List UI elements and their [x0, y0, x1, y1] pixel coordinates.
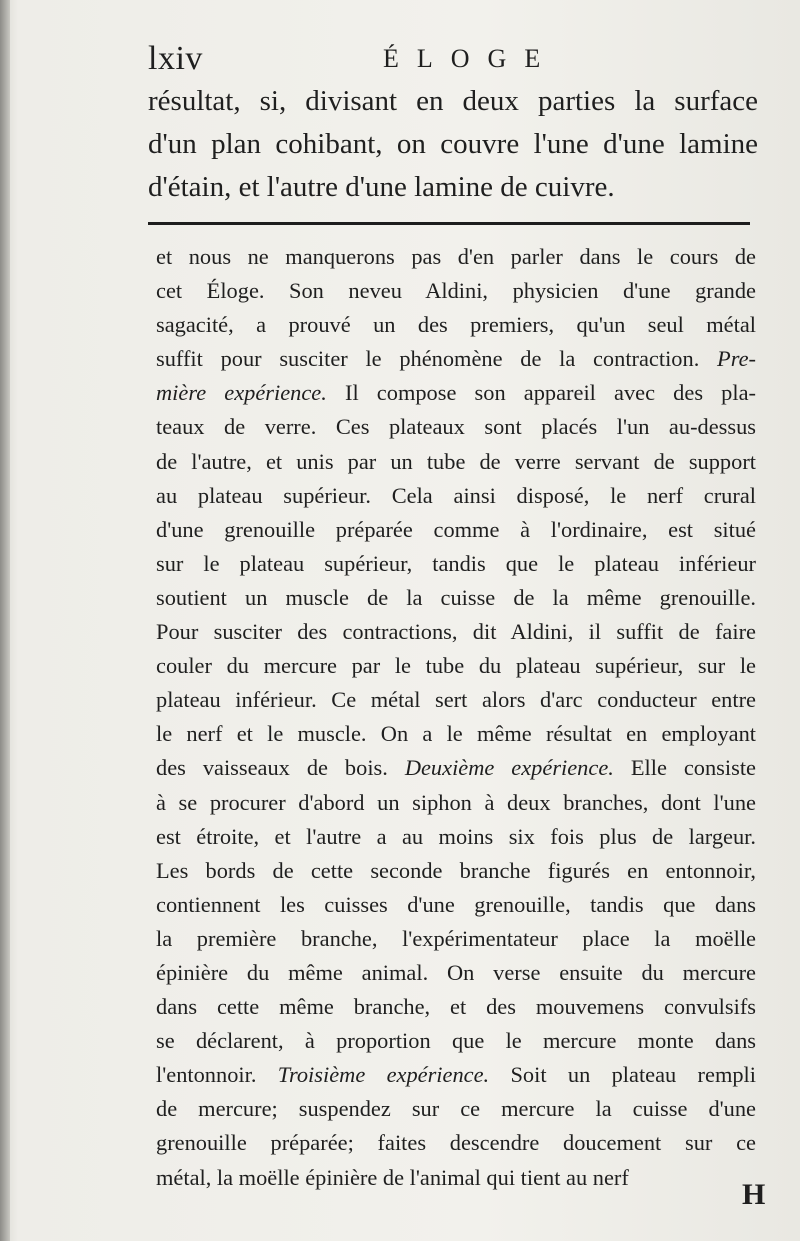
- footnote-text-run: couler du mercure par le tube du plateau supérieur, sur le: [156, 653, 756, 679]
- footnote-text-run: sagacité, a prouvé un des premiers, qu'un seul métal: [156, 312, 756, 338]
- footnote-text-run: Il compose son appareil avec des pla-: [326, 380, 756, 406]
- footnote-line: [156, 479, 756, 513]
- main-text-line: résultat, si, divisant en deux parties la surface: [148, 85, 758, 117]
- footnote-line: [156, 445, 756, 479]
- footnote-line: [156, 547, 756, 581]
- footnote-text-run: cet Éloge. Son neveu Aldini, physicien d'une grande: [156, 278, 756, 304]
- footnote-text-run: au plateau supérieur. Cela ainsi disposé, le nerf crural: [156, 482, 756, 508]
- footnote-line: [156, 1092, 756, 1126]
- footnote-line: [156, 240, 756, 274]
- footnote-italic-run: Pre-: [717, 346, 756, 372]
- footnote-line: [156, 1161, 756, 1195]
- footnote-italic-run: mière expérience.: [156, 380, 327, 406]
- footnote-line: [156, 786, 756, 820]
- footnote-line: [156, 581, 756, 615]
- footnote-text-run: plateau inférieur. Ce métal sert alors d'arc conducteur entre: [156, 687, 756, 713]
- footnote-text-run: Elle consiste: [613, 755, 756, 781]
- footnote-text-run: à se procurer d'abord un siphon à deux branches, dont l'une: [156, 789, 756, 815]
- footnote-text-run: teaux de verre. Ces plateaux sont placés l'un au-dessus: [156, 414, 756, 440]
- footnote-line: [156, 956, 756, 990]
- footnote-line: [156, 1024, 756, 1058]
- footnote-line: [156, 854, 756, 888]
- signature-mark: H: [742, 1178, 766, 1211]
- footnote-text-run: de l'autre, et unis par un tube de verre servant de support: [156, 448, 756, 474]
- footnote-line: [156, 922, 756, 956]
- footnote-line: [156, 308, 756, 342]
- footnote-text-run: l'entonnoir.: [156, 1062, 278, 1088]
- footnote-line: [156, 376, 756, 410]
- footnote-text-run: se déclarent, à proportion que le mercure monte dans: [156, 1028, 756, 1054]
- footnote-text-run: grenouille préparée; faites descendre doucement sur ce: [156, 1130, 756, 1156]
- footnote-text-run: le nerf et le muscle. On a le même résultat en employant: [156, 721, 756, 747]
- footnote-line: [156, 410, 756, 444]
- footnote-line: [156, 820, 756, 854]
- footnote-line: [156, 615, 756, 649]
- page-binding-edge: [0, 0, 10, 1241]
- footnote-text-run: soutient un muscle de la cuisse de la même grenouille.: [156, 584, 756, 610]
- footnote-text-run: Les bords de cette seconde branche figurés en entonnoir,: [156, 857, 756, 883]
- footnote-text-run: dans cette même branche, et des mouvemens convulsifs: [156, 994, 756, 1020]
- footnote-text-run: des vaisseaux de bois.: [156, 755, 405, 781]
- footnote-text-run: et nous ne manquerons pas d'en parler dans le cours de: [156, 244, 756, 269]
- footnote-text-run: sur le plateau supérieur, tandis que le plateau inférieur: [156, 550, 756, 576]
- footnote-text-run: suffit pour susciter le phénomène de la contraction.: [156, 346, 718, 372]
- footnote-text-run: la première branche, l'expérimentateur place la moëlle: [156, 925, 756, 951]
- footnote-text-run: Pour susciter des contractions, dit Aldini, il suffit de faire: [156, 619, 756, 645]
- footnote-italic-run: Deuxième expérience.: [404, 755, 614, 781]
- page-header: [148, 40, 758, 80]
- footnote-italic-run: Troisième expérience.: [277, 1062, 490, 1088]
- running-title: ÉLOGE: [383, 44, 559, 73]
- footnote-block: [156, 240, 756, 1195]
- footnote-line: [156, 274, 756, 308]
- footnote-line: [156, 649, 756, 683]
- footnote-separator-rule: [148, 222, 750, 225]
- footnote-line: [156, 888, 756, 922]
- footnote-line: [156, 717, 756, 751]
- main-text-paragraph: [148, 80, 758, 209]
- footnote-text-run: contiennent les cuisses d'une grenouille, tandis que dans: [156, 891, 756, 917]
- page-number: lxiv: [148, 40, 203, 77]
- footnote-text-run: épinière du même animal. On verse ensuite du mercure: [156, 959, 756, 985]
- footnote-text-run: Soit un plateau rempli: [489, 1062, 756, 1088]
- footnote-line: [156, 1126, 756, 1160]
- footnote-line: [156, 342, 756, 376]
- footnote-line: [156, 990, 756, 1024]
- footnote-line: [156, 513, 756, 547]
- footnote-text-run: est étroite, et l'autre a au moins six fois plus de largeur.: [156, 823, 756, 849]
- footnote-line: [156, 1058, 756, 1092]
- footnote-text-run: métal, la moëlle épinière de l'animal qui tient au nerf: [156, 1164, 629, 1190]
- main-text-line: d'étain, et l'autre d'une lamine de cuivre.: [148, 171, 615, 203]
- footnote-text-run: de mercure; suspendez sur ce mercure la cuisse d'une: [156, 1096, 756, 1122]
- footnote-text-run: d'une grenouille préparée comme à l'ordinaire, est situé: [156, 516, 756, 542]
- main-text-line: d'un plan cohibant, on couvre l'une d'une lamine: [148, 128, 758, 160]
- footnote-line: [156, 751, 756, 785]
- footnote-line: [156, 683, 756, 717]
